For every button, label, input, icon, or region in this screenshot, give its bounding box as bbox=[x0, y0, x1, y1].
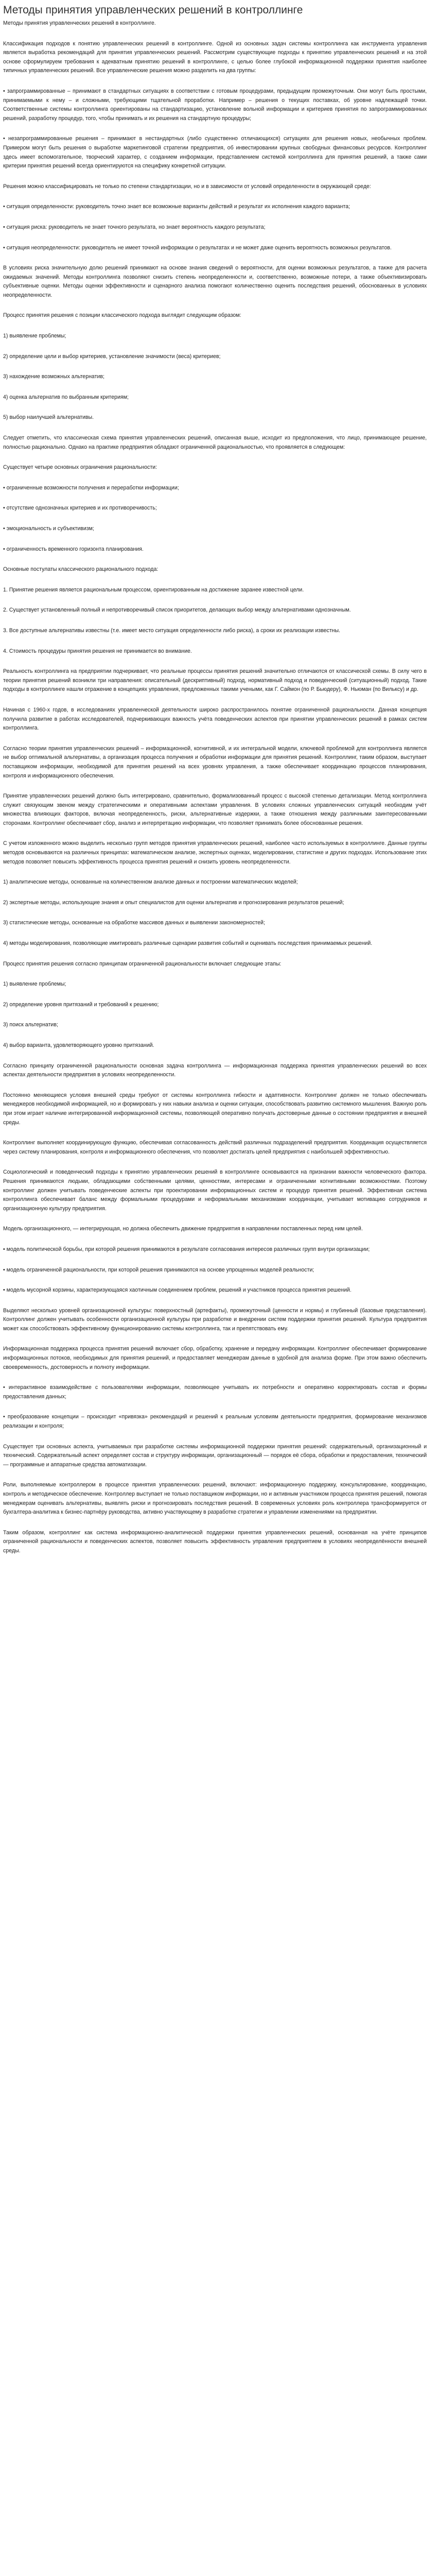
list-item: 3) статистические методы, основанные на обработке массивов данных и выявлении закономерностей; bbox=[3, 920, 265, 926]
step-item: 1) выявление проблемы; bbox=[3, 981, 66, 988]
list-item: 1. Принятие решения является рациональным процессом, ориентированным на достижение заранее известной цели. bbox=[3, 586, 304, 593]
paragraph: Выделяют несколько уровней организационной культуры: поверхностный (артефакты), промежуточный (ценности и нормы) и глубинный (базовые представления). Контроллинг должен учитывать особенности организационной культуры при разработке и внедрении систем поддержки принятия решений. Культура предприятия может как способствовать эффективному функционированию системы контроллинга, так и препятствовать ему. bbox=[3, 1307, 427, 1332]
list-item: • интерактивное взаимодействие с пользователями информации, позволяющее учитывать их потребности и оперативно корректировать состав и формы предоставления данных; bbox=[3, 1384, 427, 1400]
paragraph: С учетом изложенного можно выделить несколько групп методов принятия управленческих решений, наиболее часто используемых в контроллинге. Данные группы методов основываются на различных принципах: математическом анализе, экспертных оценках, моделировании, статистике и других подходах. Использование этих методов позволяет повысить эффективность процесса принятия решений и снизить уровень неопределенности. bbox=[3, 840, 427, 865]
list-item: 2. Существует установленный полный и непротиворечивый список приоритетов, делающих выбор между альтернативами однозначным. bbox=[3, 607, 351, 614]
paragraph: Принятие управленческих решений должно быть интегрировано, сравнительно, формализованный процесс с высокой степенью детализации. Метод контроллинга служит связующим звеном между стратегическими и оперативными аспектами управления. В условиях сложных управленческих ситуаций необходим учёт множества влияющих факторов, включая неопределенность, риски, альтернативные издержки, а также отношения между различными заинтересованными сторонами. Контроллинг обеспечивает сбор, анализ и интерпретацию информации, что позволяет принимать более обоснованные решения. bbox=[3, 793, 427, 826]
paragraph: Процесс принятия решения с позиции классического подхода выглядит следующим образом: bbox=[3, 312, 241, 319]
list-item: • модель ограниченной рациональности, при которой решения принимаются на основе упрощенных моделей реальности; bbox=[3, 1266, 315, 1273]
list-item: • модель мусорной корзины, характеризующаяся хаотичным соединением проблем, решений и участников процесса принятия решений. bbox=[3, 1287, 352, 1294]
paragraph: В условиях риска значительную долю решений принимают на основе знания сведений о вероятности, для оценки возможных результатов, а также для расчета ожидаемых значений. Методы контроллинга позволяют снизить степень неопределенности и, соответственно, возможные потери, а также объективизировать субъективные оценки. Методы оценки эффективности и сценарного анализа помогают количественно оценить последствия решений, обоснованных в условиях неопределенности. bbox=[3, 265, 427, 298]
list-item: • ограниченные возможности получения и переработки информации; bbox=[3, 484, 179, 491]
paragraph: Модель организационного, — интегрирующая, но должна обеспечить движение предприятия в направлении поставленных перед ним целей. bbox=[3, 1226, 363, 1232]
list-item: 2) экспертные методы, использующие знания и опыт специалистов для оценки альтернатив и прогнозирования результатов решений; bbox=[3, 899, 344, 906]
step-item: 1) выявление проблемы; bbox=[3, 333, 66, 340]
list-item: • запрограммированные – принимают в стандартных ситуациях в соответствии с готовым процедурами, предыдущим промежуточным. Они могут быть простыми, принимаемыми к нему – и сложными, требующими тщательной проработки. Например – решения о текущих поставках, об уровне надлежащей точки. Соответственные системы контроллинга ориентированы на стандартизацию, установление вольной информации и критериев принятия по запрограммированных решений, разработку процедур, того, чтобы принимать и их решения на стандартную процедуры; bbox=[3, 88, 427, 122]
paragraph: Контроллинг выполняет координирующую функцию, обеспечивая согласованность действий различных подразделений предприятия. Координация осуществляется через систему планирования, контроля и информационного обеспечения, что позволяет достигать целей предприятия с наибольшей эффективностью. bbox=[3, 1140, 427, 1155]
paragraph: Основные постулаты классического рационального подхода: bbox=[3, 566, 159, 573]
paragraph: Информационная поддержка процесса принятия решений включает сбор, обработку, хранение и передачу информации. Контроллинг обеспечивает формирование информационных потоков, необходимых для принятия решений, и предоставляет менеджерам данные в удобной для анализа форме. При этом важно обеспечить своевременность, достоверность и полноту информации. bbox=[3, 1346, 427, 1370]
list-item: • ситуация определенности: руководитель точно знает все возможные варианты действий и результат их исполнения каждого варианта; bbox=[3, 204, 350, 210]
list-item: 4. Стоимость процедуры принятия решения не принимается во внимание. bbox=[3, 648, 192, 654]
paragraph: Реальность контроллинга на предприятии подчеркивает, что реальные процессы принятия решений значительно отличаются от классической схемы. В силу чего в теории принятия решений возникли три направления: описательный (дескриптивный) подход, нормативный подход и поведенческий (ситуационный) подход. Такие подходы в контроллинге нашли отражение в концепциях управления, предложенных такими учеными, как Г. Саймон (по Р. Бьюдеру), Ф. Ньюман (по Вильксу) и др. bbox=[3, 668, 427, 693]
step-item: 4) оценка альтернатив по выбранным критериям; bbox=[3, 394, 129, 400]
step-item: 4) выбор варианта, удовлетворяющего уровню притязаний. bbox=[3, 1042, 154, 1048]
page-title: Методы принятия управленческих решений в контроллинге bbox=[3, 4, 303, 16]
paragraph: Роли, выполняемые контроллером в процессе принятия управленческих решений, включают: информационную поддержку, консультирование, координацию, контроль и методическое обеспечение. Контроллер выступает не только поставщиком информации, но и активным участником процесса принятия решений, помогая менеджерам оценивать альтернативы, выявлять риски и прогнозировать последствия решений. В современных условиях роль контроллера трансформируется от бухгалтера-аналитика к бизнес-партнёру руководства, активно участвующему в разработке стратегии и управлении изменениями на предприятии. bbox=[3, 1482, 427, 1516]
list-item: 4) методы моделирования, позволяющие имитировать различные сценарии развития событий и оценивать последствия принимаемых решений. bbox=[3, 940, 373, 947]
list-item: • эмоциональность и субъективизм; bbox=[3, 526, 94, 532]
paragraph: Существует четыре основных ограничения рациональности: bbox=[3, 464, 158, 471]
page-subtitle: Методы принятия управленческих решений в контроллинге. bbox=[3, 20, 156, 26]
list-item: • модель политической борьбы, при которой решения принимаются в результате согласования интересов различных групп внутри организации; bbox=[3, 1246, 370, 1252]
list-item: • ситуация неопределенности: руководитель не имеет точной информации о результатах и не может даже оценить вероятность возможных результатов. bbox=[3, 244, 392, 251]
paragraph: Классификация подходов к понятию управленческих решений в контроллинге. Одной из основных задач системы контроллинга как инструмента управления является выработка рекомендаций для принятия управленческих решений. Рассмотрим существующие подходы к принятию управленческих решений и на этой основе сформулируем требования к адекватным принятию решений в контроллинге, с целью более глубокой информационной поддержки принятия наиболее типичных управленческих решений. Все управленческие решения можно разделить на два группы: bbox=[3, 40, 427, 74]
paragraph: Существует три основных аспекта, учитываемых при разработке системы информационной поддержки принятия решений: содержательный, организационный и технический. Содержательный аспект определяет состав и структуру информации, организационный — порядок её сбора, обработки и предоставления, технический — программные и аппаратные средства автоматизации. bbox=[3, 1443, 427, 1468]
paragraph: Постоянно меняющиеся условия внешней среды требуют от системы контроллинга гибкости и адаптивности. Контроллинг должен не только обеспечивать менеджеров необходимой информацией, но и формировать у них навыки анализа и оценки ситуации, способствовать развитию системного мышления. Важную роль при этом играет наличие интегрированной информационной системы, позволяющей оперативно получать достоверные данные о состоянии предприятия и внешней среды. bbox=[3, 1092, 427, 1126]
step-item: 3) нахождение возможных альтернатив; bbox=[3, 374, 104, 380]
paragraph: Согласно теории принятия управленческих решений – информационной, когнитивной, и их интегральной модели, ключевой проблемой для контроллинга является не выбор оптимальной альтернативы, а организация процесса получения и обработки информации для принятия решений. Контроллинг, таким образом, выступает поставщиком информации, необходимой для принятия решений на всех уровнях управления, а также обеспечивает координацию процессов планирования, контроля и информационного обеспечения. bbox=[3, 745, 427, 779]
list-item: • ограниченность временного горизонта планирования. bbox=[3, 546, 144, 552]
list-item: • отсутствие однозначных критериев и их противоречивость; bbox=[3, 505, 157, 512]
paragraph: Начиная с 1960-х годов, в исследованиях управленческой деятельности широко распространилось понятие ограниченной рациональности. Данная концепция получила развитие в работах исследователей, подчеркивающих важность учёта поведенческих аспектов при принятии управленческих решений в рамках систем контроллинга. bbox=[3, 706, 427, 732]
paragraph: Процесс принятия решения согласно принципам ограниченной рациональности включает следующие этапы: bbox=[3, 960, 282, 967]
list-item: 3. Все доступные альтернативы известны (т.е. имеет место ситуация определенности либо риска), а сроки их реализации известны. bbox=[3, 627, 340, 634]
list-item: 1) аналитические методы, основанные на количественном анализе данных и построении математических моделей; bbox=[3, 879, 298, 886]
paragraph: Решения можно классифицировать не только по степени стандартизации, но и в зависимости от условий определенности в окружающей среде: bbox=[3, 183, 371, 190]
paragraph: Таким образом, контроллинг как система информационно-аналитической поддержки принятия управленческих решений, основанная на учёте принципов ограниченной рациональности и поведенческих аспектов, позволяет повысить эффективность управления предприятием в условиях неопределённости внешней среды. bbox=[3, 1529, 427, 1554]
paragraph: Согласно принципу ограниченной рациональности основная задача контроллинга — информационная поддержка принятия управленческих решений во всех аспектах деятельности предприятия в условиях неопределенности. bbox=[3, 1062, 427, 1078]
step-item: 2) определение уровня притязаний и требований к решению; bbox=[3, 1001, 159, 1008]
paragraph: Социологический и поведенческий подходы к принятию управленческих решений в контроллинге основываются на признании важности человеческого фактора. Решения принимаются людьми, обладающими собственными целями, ценностями, интересами и ограниченными когнитивными возможностями. Поэтому контроллинг должен учитывать поведенческие аспекты при проектировании информационных систем и процедур принятия решений. Эффективная система контроллинга обеспечивает баланс между формальными процедурами и неформальными механизмами координации, учитывает мотивацию сотрудников и организационную культуру предприятия. bbox=[3, 1169, 427, 1212]
step-item: 5) выбор наилучшей альтернативы. bbox=[3, 414, 94, 421]
list-item: • незапрограммированные решения – принимают в нестандартных (либо существенно отличающихся) ситуациях для решения новых, необычных проблем. Примером могут быть решения о выработке маркетинговой стратегии предприятия, об инвестировании крупных свободных финансовых ресурсов. Контроллинг здесь имеет вспомогательное, творческий характер, с созданием информации, представлением системой контроллинга для принятия решений, а также сами критерии принятия решений всегда ориентируются на специфику конкретной ситуации. bbox=[3, 135, 427, 170]
step-item: 2) определение цели и выбор критериев, установление значимости (веса) критериев; bbox=[3, 353, 221, 360]
step-item: 3) поиск альтернатив; bbox=[3, 1022, 58, 1028]
list-item: • ситуация риска: руководитель не знает точного результата, но знает вероятность каждого результата; bbox=[3, 224, 266, 230]
list-item: • преобразование концепции – происходит «привязка» рекомендаций и решений к реальным условиям деятельности предприятия, формирование механизмов реализации и контроля; bbox=[3, 1414, 427, 1430]
paragraph: Следует отметить, что классическая схема принятия управленческих решений, описанная выше, исходит из предположения, что лицо, принимающее решение, полностью рационально. Однако на практике предприятия обладают ограниченной рациональностью, что проявляется в следующем: bbox=[3, 435, 427, 450]
